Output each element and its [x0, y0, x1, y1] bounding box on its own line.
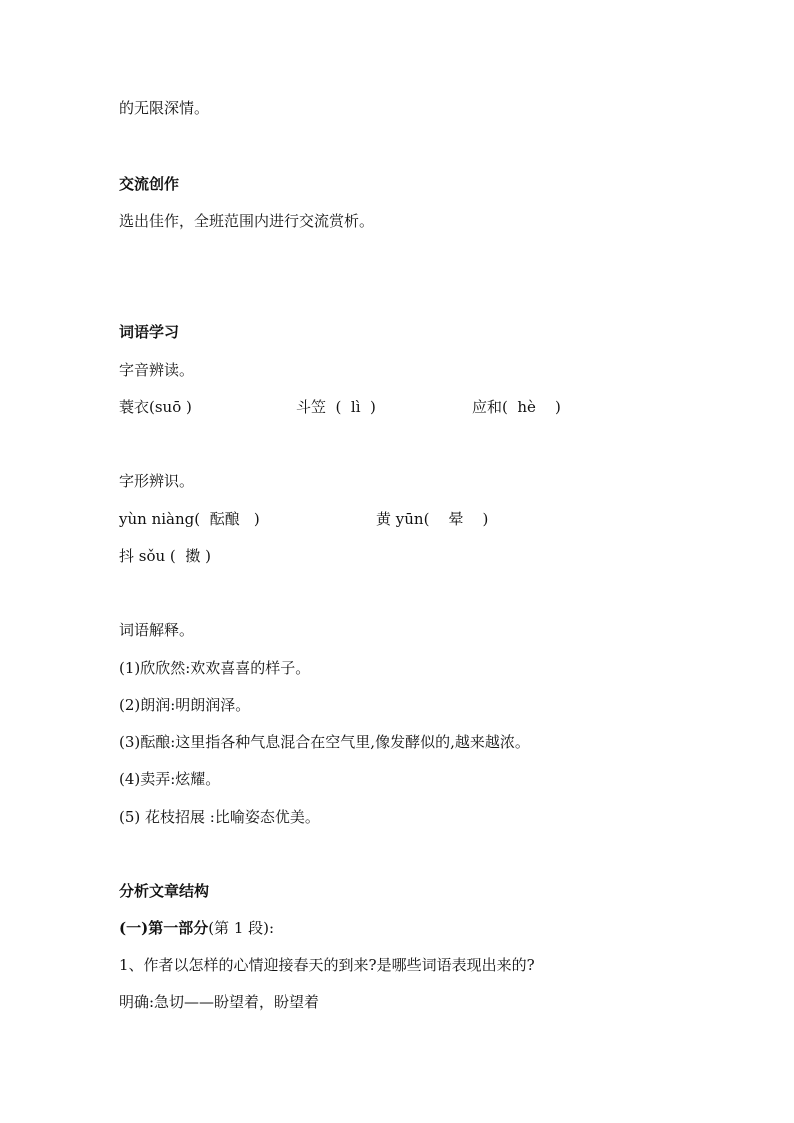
shape-item-yunniang: yùn niàng( 酝酿 ) [119, 510, 260, 528]
intro-tail-text: 的无限深情。 [119, 99, 210, 117]
explanation-item: (4)卖弄:炫耀。 [119, 770, 221, 788]
structure-heading: 分析文章结构 [119, 882, 210, 900]
explanation-item: (2)朗润:明朗润泽。 [119, 696, 251, 714]
pronunciation-label: 字音辨读。 [119, 361, 195, 379]
part-one-title: (一)第一部分 [119, 919, 209, 937]
exchange-heading: 交流创作 [119, 175, 180, 193]
explanation-item: (1)欣欣然:欢欢喜喜的样子。 [119, 659, 311, 677]
pronunciation-item-suoyi: 蓑衣(suō ) [119, 398, 192, 416]
vocab-heading: 词语学习 [119, 323, 180, 341]
part-one-range: (第 1 段): [208, 919, 275, 937]
pronunciation-item-douli: 斗笠 ( lì ) [296, 398, 376, 416]
pronunciation-item-yinghe: 应和( hè ) [472, 398, 561, 416]
question-text: 1、作者以怎样的心情迎接春天的到来?是哪些词语表现出来的? [119, 956, 535, 974]
shape-item-dousou: 抖 sǒu ( 擞 ) [119, 547, 211, 565]
shape-label: 字形辨识。 [119, 472, 195, 490]
explain-label: 词语解释。 [119, 621, 195, 639]
explanation-item: (5) 花枝招展 :比喻姿态优美。 [119, 808, 320, 826]
exchange-body: 选出佳作，全班范围内进行交流赏析。 [119, 212, 375, 230]
part-one-line [119, 918, 274, 938]
shape-item-huangyun: 黄 yūn( 晕 ) [376, 510, 489, 528]
answer-text: 明确:急切——盼望着，盼望着 [119, 993, 320, 1011]
explanation-item: (3)酝酿:这里指各种气息混合在空气里,像发酵似的,越来越浓。 [119, 733, 530, 751]
